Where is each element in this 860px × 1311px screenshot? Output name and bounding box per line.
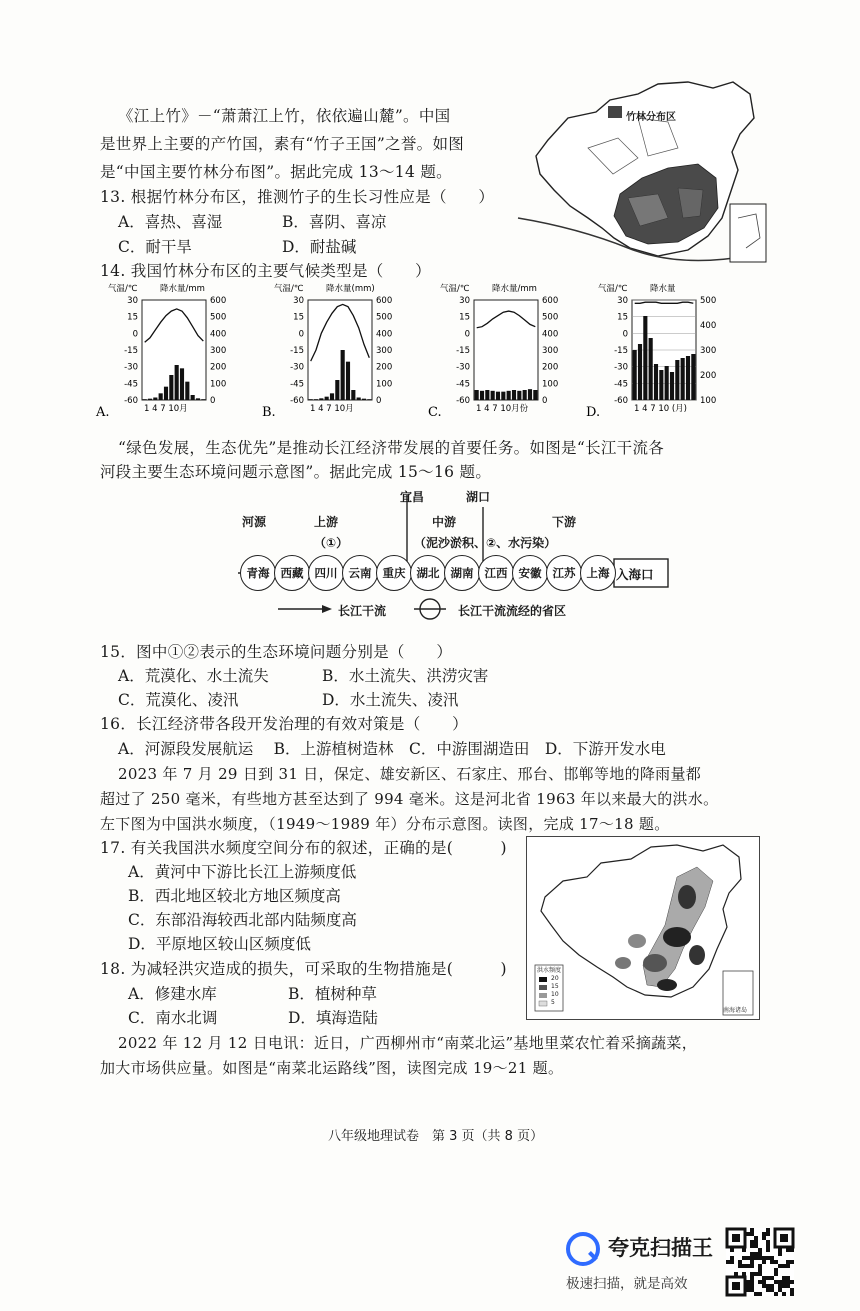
- temp-axis-title: 气温/℃: [440, 284, 470, 294]
- precip-bar: [175, 365, 179, 400]
- q17-stem: 17. 有关我国洪水频度空间分布的叙述，正确的是( ): [100, 839, 507, 857]
- label-middle: 中游: [432, 515, 457, 529]
- flood-legend-value: 15: [551, 983, 559, 990]
- climate-charts: [96, 282, 758, 428]
- precip-bar: [517, 391, 521, 400]
- flood-legend-value: 20: [551, 975, 559, 982]
- q15-option-a: A．荒漠化、水土流失: [118, 667, 269, 685]
- precip-tick: 500: [700, 296, 717, 306]
- precip-tick: 300: [700, 346, 717, 356]
- precip-tick: 600: [542, 296, 559, 306]
- precip-bar: [507, 391, 511, 400]
- precip-bar: [143, 399, 147, 400]
- label-source: 河源: [242, 515, 267, 529]
- precip-bar: [325, 397, 329, 400]
- q18-option-d: D．填海造陆: [288, 1009, 378, 1027]
- label-lower: 下游: [552, 515, 577, 529]
- precip-tick: 300: [542, 346, 559, 356]
- province-bubble: 四川: [308, 555, 344, 591]
- label-yichang: 宜昌: [400, 490, 425, 504]
- precip-tick: 400: [700, 321, 717, 331]
- temp-tick: -15: [290, 346, 304, 356]
- flood-frequency-map: [526, 836, 760, 1020]
- temp-tick: -45: [456, 379, 470, 390]
- precip-bar: [346, 362, 350, 400]
- precip-bar: [153, 398, 157, 401]
- brand-name: 夸克扫描王: [608, 1236, 713, 1260]
- q15-option-c: C．荒漠化、凌汛: [118, 691, 239, 709]
- temp-tick: -60: [614, 396, 628, 406]
- temp-tick: -60: [124, 396, 138, 406]
- precip-bar: [681, 358, 685, 400]
- precip-bar: [643, 316, 647, 400]
- intro3-line1: 2023 年 7 月 29 日到 31 日，保定、雄安新区、石家庄、邢台、邯郸等地的降雨量都: [118, 765, 702, 783]
- precip-bar: [633, 350, 637, 400]
- precip-bar: [341, 350, 345, 400]
- q17-option-a: A．黄河中下游比长江上游频度低: [128, 863, 357, 881]
- precip-axis-title: 降水量: [650, 284, 676, 294]
- temp-tick: -45: [124, 379, 138, 390]
- precip-tick: 300: [210, 346, 227, 356]
- flood-map-inset-label: 南海诸岛: [723, 1007, 748, 1014]
- precip-bar: [649, 338, 653, 400]
- q15-option-d: D．水土流失、凌汛: [322, 691, 459, 709]
- temp-tick: -30: [456, 362, 470, 373]
- precip-bar: [691, 354, 695, 400]
- province-bubble: 湖北: [410, 555, 446, 591]
- precip-tick: 100: [210, 379, 227, 390]
- label-sea-mouth: 入海口: [616, 567, 654, 582]
- q13-option-a: A．喜热、喜湿: [118, 213, 223, 231]
- q13-stem: 13. 根据竹林分布区，推测竹子的生长习性应是（ ）: [100, 188, 495, 206]
- chart-option-label: C.: [428, 405, 442, 420]
- precip-bar: [512, 390, 516, 400]
- temp-tick: -60: [290, 396, 304, 406]
- temp-tick: 0: [298, 329, 304, 340]
- precip-bar: [314, 399, 318, 400]
- precip-bar: [159, 393, 163, 400]
- precip-tick: 200: [700, 371, 717, 381]
- label-hukou: 湖口: [466, 490, 491, 504]
- temp-tick: -60: [456, 396, 470, 406]
- precip-bar: [533, 390, 537, 400]
- precip-tick: 400: [376, 329, 393, 340]
- month-axis: 1 4 7 10月份: [476, 404, 529, 414]
- chart-frame: [474, 300, 538, 400]
- flood-legend-value: 10: [551, 991, 559, 998]
- precip-tick: 600: [376, 296, 393, 306]
- precip-bar: [148, 399, 152, 400]
- label-middle-issue: （泥沙淤积、②、水污染）: [414, 536, 557, 550]
- intro1-line2: 是世界上主要的产竹国，素有“竹子王国”之誉。如图: [100, 135, 465, 153]
- precip-tick: 500: [376, 312, 393, 323]
- intro2-line2: 河段主要生态环境问题示意图”。据此完成 15～16 题。: [100, 463, 492, 481]
- chart-frame: [308, 300, 372, 400]
- q18-option-c: C．南水北调: [128, 1009, 218, 1027]
- intro4-line2: 加大市场供应量。如图是“南菜北运路线”图，读图完成 19～21 题。: [100, 1059, 564, 1077]
- precip-bar: [523, 390, 527, 400]
- precip-axis-title: 降水量/mm: [492, 284, 537, 294]
- province-bubble: 湖南: [444, 555, 480, 591]
- precip-tick: 500: [542, 312, 559, 323]
- precip-bar: [169, 375, 173, 400]
- intro3-line3: 左下图为中国洪水频度，（1949～1989 年）分布示意图。读图，完成 17～18 题。: [100, 815, 670, 833]
- label-upper: 上游: [314, 515, 339, 529]
- q15-stem: 15．图中①②表示的生态环境问题分别是（ ）: [100, 643, 453, 661]
- precip-tick: 0: [542, 396, 548, 406]
- qr-code-icon[interactable]: [726, 1228, 794, 1296]
- temp-tick: 0: [622, 329, 628, 340]
- precip-bar: [686, 356, 690, 400]
- precip-bar: [335, 380, 339, 400]
- legend-main-stream: 长江干流: [338, 604, 387, 618]
- province-bubble: 上海: [580, 555, 616, 591]
- precip-tick: 0: [210, 396, 216, 406]
- precip-tick: 0: [376, 396, 382, 406]
- precip-bar: [357, 398, 361, 401]
- precip-tick: 400: [542, 329, 559, 340]
- precip-tick: 200: [376, 362, 393, 373]
- precip-tick: 600: [210, 296, 227, 306]
- temp-tick: 15: [617, 312, 628, 323]
- temp-tick: 0: [464, 329, 470, 340]
- precip-bar: [659, 370, 663, 400]
- precip-bar: [330, 393, 334, 400]
- precip-axis-title: 降水量(mm): [326, 284, 375, 294]
- q18-option-a: A．修建水库: [128, 985, 217, 1003]
- q18-option-b: B．植树种草: [288, 985, 377, 1003]
- precip-tick: 200: [210, 362, 227, 373]
- temp-tick: 15: [293, 312, 304, 323]
- precip-bar: [362, 399, 366, 400]
- precip-bar: [367, 399, 371, 400]
- precip-bar: [201, 399, 205, 400]
- temp-tick: 15: [459, 312, 470, 323]
- province-bubble: 青海: [240, 555, 276, 591]
- intro2-line1: “绿色发展，生态优先”是推动长江经济带发展的首要任务。如图是“长江干流各: [118, 439, 665, 457]
- chart-frame: [142, 300, 206, 400]
- precip-bar: [319, 398, 323, 400]
- month-axis: 1 4 7 10月: [310, 404, 354, 414]
- temp-tick: -30: [614, 362, 628, 373]
- precip-tick: 500: [210, 312, 227, 323]
- q17-option-c: C．东部沿海较西北部内陆频度高: [128, 911, 357, 929]
- intro3-line2: 超过了 250 毫米，有些地方甚至达到了 994 毫米。这是河北省 1963 年以来最大的洪水。: [100, 790, 719, 808]
- temp-tick: 0: [132, 329, 138, 340]
- precip-tick: 100: [376, 379, 393, 390]
- precip-tick: 400: [210, 329, 227, 340]
- precip-bar: [164, 387, 168, 400]
- month-axis: 1 4 7 10 (月): [634, 404, 687, 414]
- temp-axis-title: 气温/℃: [108, 284, 138, 294]
- precip-bar: [309, 399, 313, 400]
- precip-bar: [480, 391, 484, 400]
- brand-slogan: 极速扫描，就是高效: [566, 1276, 688, 1292]
- temp-tick: -15: [124, 346, 138, 356]
- temp-tick: -45: [614, 379, 628, 390]
- precip-bar: [675, 360, 679, 400]
- province-bubble: 云南: [342, 555, 378, 591]
- temp-axis-title: 气温/℃: [598, 284, 628, 294]
- bamboo-map-legend: 竹林分布区: [626, 112, 676, 123]
- q18-stem: 18. 为减轻洪灾造成的损失，可采取的生物措施是( ): [100, 960, 507, 978]
- temp-tick: 15: [127, 312, 138, 323]
- intro4-line1: 2022 年 12 月 12 日电讯：近日，广西柳州市“南菜北运”基地里菜农忙着采摘蔬菜，: [118, 1034, 698, 1052]
- precip-tick: 100: [542, 379, 559, 390]
- precip-bar: [185, 382, 189, 400]
- precip-bar: [191, 395, 195, 400]
- precip-bar: [196, 398, 200, 400]
- brand-logo-icon: [566, 1232, 600, 1266]
- precip-bar: [654, 364, 658, 400]
- precip-tick: 200: [542, 362, 559, 373]
- intro1-line1: 《江上竹》－“萧萧江上竹，依依遍山麓”。中国: [118, 107, 451, 125]
- chart-option-label: D.: [586, 405, 601, 420]
- precip-tick: 300: [376, 346, 393, 356]
- temp-tick: 30: [617, 296, 628, 306]
- q16-options: A．河源段发展航运 B．上游植树造林 C．中游围湖造田 D．下游开发水电: [118, 740, 666, 758]
- precip-tick: 100: [700, 396, 717, 406]
- temp-tick: 30: [293, 296, 304, 306]
- precip-bar: [485, 390, 489, 400]
- q17-option-b: B．西北地区较北方地区频度高: [128, 887, 341, 905]
- q15-option-b: B．水土流失、洪涝灾害: [322, 667, 489, 685]
- precip-bar: [180, 368, 184, 400]
- precip-bar: [670, 372, 674, 400]
- precip-bar: [638, 344, 642, 400]
- temp-tick: 30: [459, 296, 470, 306]
- q17-option-d: D．平原地区较山区频度低: [128, 935, 311, 953]
- q16-stem: 16．长江经济带各段开发治理的有效对策是（ ）: [100, 715, 468, 733]
- province-bubble: 重庆: [376, 555, 412, 591]
- province-bubble: 江苏: [546, 555, 582, 591]
- precip-bar: [528, 389, 532, 400]
- province-bubble: 西藏: [274, 555, 310, 591]
- q13-option-c: C．耐干旱: [118, 238, 192, 256]
- temp-tick: -30: [124, 362, 138, 373]
- legend-province: 长江干流流经的省区: [458, 604, 567, 618]
- flood-legend-title: 洪水频度: [537, 967, 562, 974]
- page-footer: 八年级地理试卷 第 3 页（共 8 页）: [328, 1129, 544, 1144]
- temp-axis-title: 气温/℃: [274, 284, 304, 294]
- flood-legend-value: 5: [551, 999, 555, 1006]
- precip-bar: [665, 366, 669, 400]
- intro1-line3: 是“中国主要竹林分布图”。据此完成 13～14 题。: [100, 163, 452, 181]
- province-bubble: 安徽: [512, 555, 548, 591]
- q13-option-d: D．耐盐碱: [282, 238, 357, 256]
- temp-tick: 30: [127, 296, 138, 306]
- temp-tick: -15: [614, 346, 628, 356]
- q14-stem: 14. 我国竹林分布区的主要气候类型是（ ）: [100, 262, 431, 280]
- precip-bar: [351, 390, 355, 400]
- precip-bar: [491, 391, 495, 400]
- precip-bar: [475, 390, 479, 400]
- precip-axis-title: 降水量/mm: [160, 284, 205, 294]
- chart-option-label: B.: [262, 405, 276, 420]
- chart-option-label: A.: [96, 405, 110, 420]
- temp-tick: -15: [456, 346, 470, 356]
- province-bubble: 江西: [478, 555, 514, 591]
- month-axis: 1 4 7 10月: [144, 404, 188, 414]
- temp-tick: -45: [290, 379, 304, 390]
- bamboo-distribution-map: [518, 78, 770, 274]
- precip-bar: [501, 392, 505, 400]
- label-upper-issue: （①）: [314, 536, 349, 550]
- precip-bar: [496, 392, 500, 400]
- q13-option-b: B．喜阴、喜凉: [282, 213, 387, 231]
- temp-tick: -30: [290, 362, 304, 373]
